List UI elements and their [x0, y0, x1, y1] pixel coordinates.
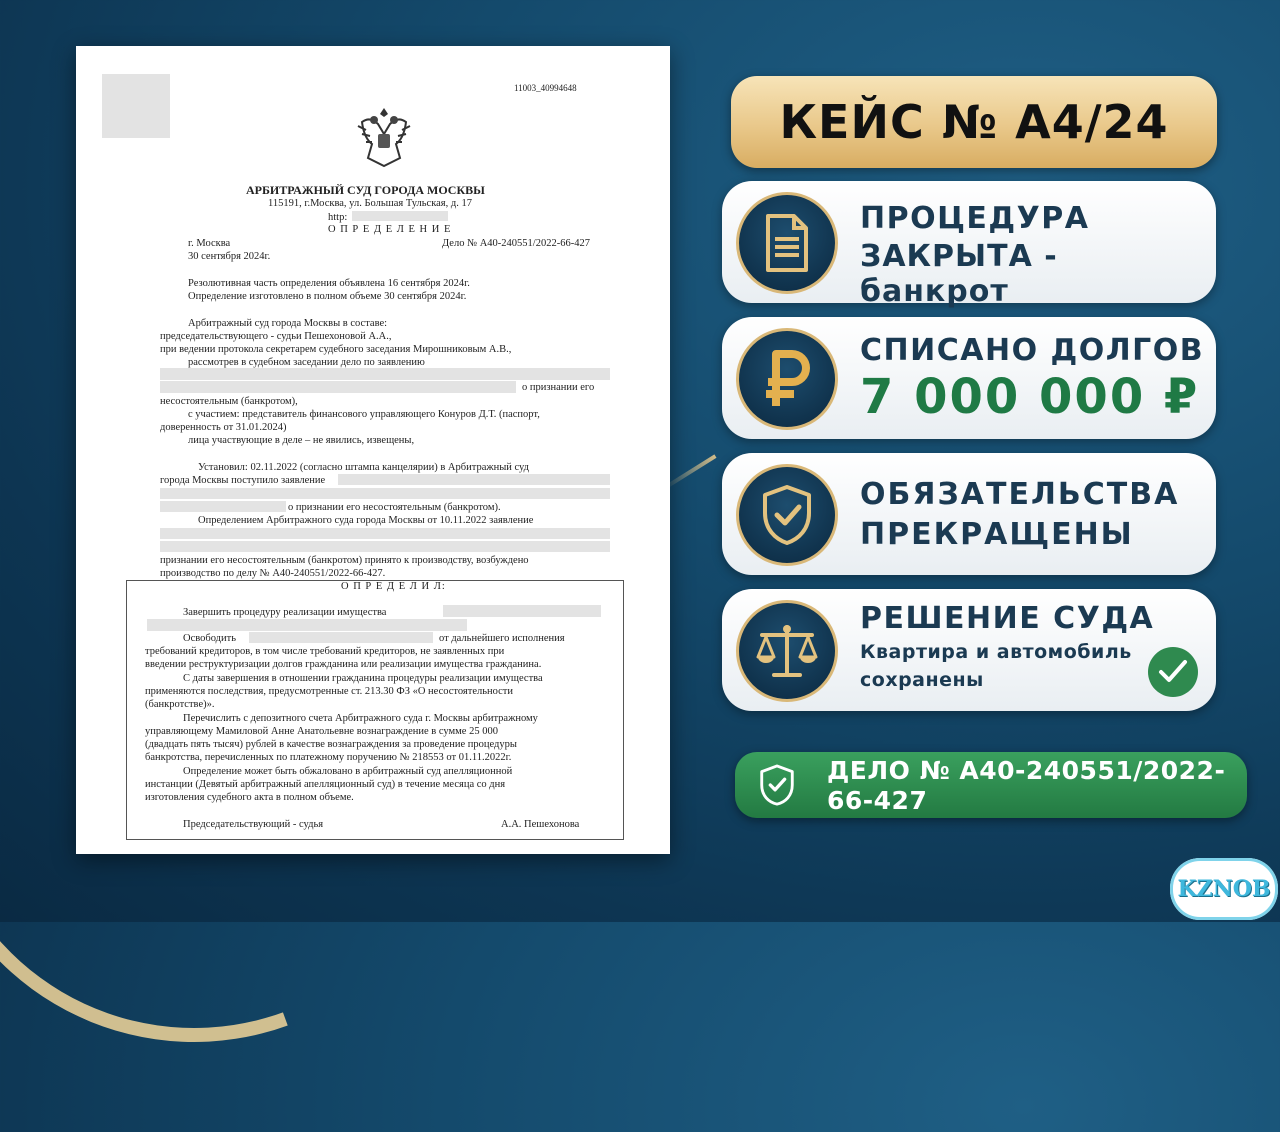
- doc-line: о признании его: [522, 382, 595, 393]
- court-address: 115191, г.Москва, ул. Большая Тульская, д. 17: [268, 198, 472, 209]
- doc-line: признании его несостоятельным (банкротом) принято к производству, возбуждено: [160, 555, 529, 566]
- doc-city: г. Москва: [188, 238, 231, 249]
- decision-line: (двадцать пять тысяч) рублей в качестве вознаграждения за проведение процедуры: [145, 739, 517, 750]
- brand-logo: [1170, 858, 1278, 920]
- doc-heading: О П Р Е Д Е Л Е Н И Е: [328, 224, 452, 235]
- redacted-line: [160, 368, 610, 380]
- doc-date: 30 сентября 2024г.: [188, 251, 271, 262]
- card-icon-circle: [736, 464, 838, 566]
- case-number: Дело № А40-240551/2022-66-427: [442, 238, 590, 249]
- doc-line: лица участвующие в деле – не явились, извещены,: [188, 435, 415, 446]
- ruble-icon: [760, 348, 814, 410]
- court-name: АРБИТРАЖНЫЙ СУД ГОРОДА МОСКВЫ: [246, 183, 485, 197]
- debt-amount: 7 000 000 ₽: [860, 369, 1200, 425]
- card-obligations: [722, 453, 1216, 575]
- doc-line: о признании его несостоятельным (банкротом).: [288, 502, 501, 513]
- card-line2: ПРЕКРАЩЕНЫ: [860, 517, 1134, 552]
- redacted-block: [102, 74, 170, 138]
- decision-line: инстанции (Девятый арбитражный апелляционный суд) в течение месяца со дня: [145, 779, 506, 790]
- court-document: [76, 46, 670, 854]
- card-procedure: [722, 181, 1216, 309]
- decision-heading: О П Р Е Д Е Л И Л:: [341, 581, 446, 592]
- decorative-gold-line: [663, 454, 716, 489]
- card-icon-circle: [736, 192, 838, 294]
- case-number-text: ДЕЛО № А40-240551/2022-66-427: [827, 756, 1226, 815]
- card-line2: Квартира и автомобиль: [860, 641, 1132, 663]
- court-http: http:: [328, 212, 348, 223]
- decision-line: Освободить: [183, 633, 237, 644]
- decision-box: [126, 580, 624, 840]
- decision-line: требований кредиторов, в том числе требований кредиторов, не заявленных при: [145, 646, 505, 657]
- redacted-url: [352, 211, 448, 221]
- doc-line: Установил: 02.11.2022 (согласно штампа канцелярии) в Арбитражный суд: [198, 462, 529, 473]
- coat-of-arms-icon: [352, 104, 416, 170]
- doc-number: 11003_40994648: [514, 83, 577, 93]
- redacted-line: [160, 528, 610, 539]
- scales-icon: [754, 621, 820, 681]
- redacted-line: [160, 541, 610, 552]
- doc-line: Резолютивная часть определения объявлена 16 сентября 2024г.: [188, 278, 470, 289]
- doc-line: при ведении протокола секретарем судебного заседания Мирошниковым А.В.,: [160, 344, 512, 355]
- card-icon-circle: [736, 600, 838, 702]
- decision-line: С даты завершения в отношении гражданина процедуры реализации имущества: [183, 673, 543, 684]
- doc-line: Определением Арбитражного суда города Москвы от 10.11.2022 заявление: [198, 515, 534, 526]
- doc-line: несостоятельным (банкротом),: [160, 396, 298, 407]
- decision-line: Определение может быть обжаловано в арбитражный суд апелляционной: [183, 766, 513, 777]
- redacted-line: [160, 381, 516, 393]
- decision-line: Завершить процедуру реализации имущества: [183, 607, 387, 618]
- decision-line: изготовления судебного акта в полном объеме.: [145, 792, 354, 803]
- doc-line: председательствующего - судьи Пешехоновой А.А.,: [160, 331, 392, 342]
- signature-role: Председательствующий - судья: [183, 819, 324, 830]
- card-line1: СПИСАНО ДОЛГОВ: [860, 333, 1205, 368]
- redacted-line: [160, 488, 610, 499]
- doc-line: Арбитражный суд города Москвы в составе:: [188, 318, 388, 329]
- card-line2: ЗАКРЫТА - банкрот: [860, 239, 1058, 309]
- doc-line: города Москвы поступило заявление: [160, 475, 326, 486]
- decision-line: управляющему Мамиловой Анне Анатольевне вознаграждение в сумме 25 000: [145, 726, 498, 737]
- redacted-line: [443, 605, 601, 617]
- card-line1: ПРОЦЕДУРА: [860, 201, 1090, 236]
- card-debts: [722, 317, 1216, 439]
- redacted-line: [147, 619, 467, 631]
- card-line1: ОБЯЗАТЕЛЬСТВА: [860, 477, 1180, 512]
- redacted-line: [249, 632, 433, 643]
- card-line1: РЕШЕНИЕ СУДА: [860, 601, 1155, 636]
- decision-line: от дальнейшего исполнения: [439, 633, 565, 644]
- decision-line: банкротства, перечисленных по платежному поручению № 218553 от 01.11.2022г.: [145, 752, 512, 763]
- decision-line: применяются последствия, предусмотренные ст. 213.30 ФЗ «О несостоятельности: [145, 686, 514, 697]
- card-icon-circle: [736, 328, 838, 430]
- decision-line: Перечислить с депозитного счета Арбитражного суда г. Москвы арбитражному: [183, 713, 538, 724]
- decision-line: (банкротстве)».: [145, 699, 215, 710]
- card-line3: сохранены: [860, 669, 984, 691]
- redacted-line: [338, 474, 610, 485]
- signature-name: А.А. Пешехонова: [501, 819, 580, 830]
- checkmark-icon: [1148, 647, 1198, 697]
- case-title-text: КЕЙС № А4/24: [779, 95, 1169, 149]
- shield-check-icon: [757, 764, 797, 806]
- document-icon: [762, 213, 812, 273]
- doc-line: доверенность от 31.01.2024): [160, 422, 287, 433]
- redacted-line: [160, 501, 286, 512]
- doc-line: производство по делу № А40-240551/2022-66-427.: [160, 568, 386, 579]
- decision-line: введении реструктуризации долгов гражданина или реализации имущества гражданина.: [145, 659, 542, 670]
- shield-check-icon: [759, 483, 815, 547]
- doc-line: с участием: представитель финансового управляющего Конуров Д.Т. (паспорт,: [188, 409, 540, 420]
- doc-line: рассмотрев в судебном заседании дело по заявлению: [188, 357, 425, 368]
- case-number-badge: [735, 752, 1247, 818]
- card-court-decision: [722, 589, 1216, 711]
- doc-line: Определение изготовлено в полном объеме 30 сентября 2024г.: [188, 291, 467, 302]
- brand-logo-text: KZNOB: [1177, 876, 1271, 902]
- case-title: [731, 76, 1217, 168]
